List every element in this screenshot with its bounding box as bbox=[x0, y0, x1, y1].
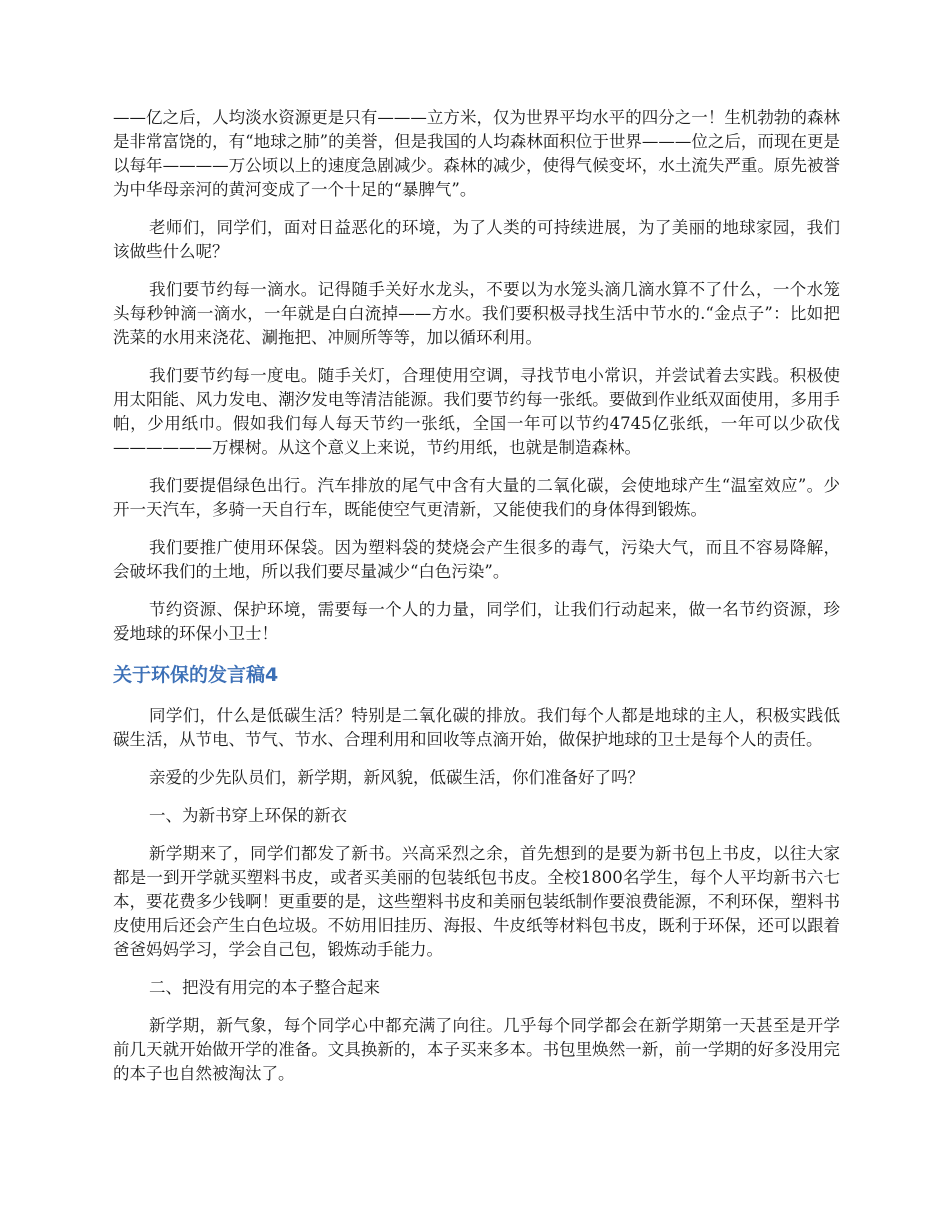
paragraph-new-semester: 亲爱的少先队员们，新学期，新风貌，低碳生活，你们准备好了吗？ bbox=[149, 768, 644, 787]
paragraph-green-travel: 我们要提倡绿色出行。汽车排放的尾气中含有大量的二氧化碳，会使地球产生“温室效应”。少开一天汽车，多骑一天自行车，既能使空气更清新，又能使我们的身体得到锻炼。 bbox=[113, 476, 840, 519]
paragraph-save-water: 我们要节约每一滴水。记得随手关好水龙头，不要以为水笼头滴几滴水算不了什么，一个水笼头每秒钟滴一滴水，一年就是白白流掉——方水。我们要积极寻找生活中节水的.“金点子”：比如把洗菜的水用来浇花、涮拖把、冲厕所等等，加以循环利用。 bbox=[113, 280, 840, 347]
subheading-notebooks: 二、把没有用完的本子整合起来 bbox=[149, 978, 380, 997]
section-heading: 关于环保的发言稿4 bbox=[113, 664, 279, 686]
paragraph-call-to-action: 节约资源、保护环境，需要每一个人的力量，同学们，让我们行动起来，做一名节约资源，珍爱地球的环保小卫士！ bbox=[113, 600, 840, 643]
paragraph-notebooks: 新学期，新气象，每个同学心中都充满了向往。几乎每个同学都会在新学期第一天甚至是开学前几天就开始做开学的准备。文具换新的，本子买来多本。书包里焕然一新，前一学期的好多没用完的本子也自然被淘汰了。 bbox=[113, 1016, 840, 1083]
paragraph-save-electricity: 我们要节约每一度电。随手关灯，合理使用空调，寻找节电小常识，并尝试着去实践。积极使用太阳能、风力发电、潮汐发电等清洁能源。我们要节约每一张纸。要做到作业纸双面使用，多用手帕，少用纸巾。假如我们每人每天节约一张纸，全国一年可以节约4745亿张纸，一年可以少砍伐——————万棵树。从这个意义上来说，节约用纸，也就是制造森林。 bbox=[113, 366, 840, 457]
paragraph-water-forest: ——亿之后，人均淡水资源更是只有———立方米，仅为世界平均水平的四分之一！生机勃勃的森林是非常富饶的，有“地球之肺”的美誉，但是我国的人均森林面积位于世界———位之后，而现在更是以每年————万公顷以上的速度急剧减少。森林的减少，使得气候变坏，水土流失严重。原先被誉为中华母亲河的黄河变成了一个十足的“暴脾气”。 bbox=[113, 108, 840, 199]
paragraph-question: 老师们，同学们，面对日益恶化的环境，为了人类的可持续进展，为了美丽的地球家园，我们该做些什么呢？ bbox=[113, 218, 840, 261]
paragraph-low-carbon: 同学们，什么是低碳生活？特别是二氧化碳的排放。我们每个人都是地球的主人，积极实践低碳生活，从节电、节气、节水、合理利用和回收等点滴开始，做保护地球的卫士是每个人的责任。 bbox=[113, 706, 840, 749]
subheading-book-covers: 一、为新书穿上环保的新衣 bbox=[149, 806, 347, 825]
paragraph-eco-bags: 我们要推广使用环保袋。因为塑料袋的焚烧会产生很多的毒气，污染大气，而且不容易降解，会破坏我们的土地，所以我们要尽量减少“白色污染”。 bbox=[113, 538, 840, 581]
paragraph-book-covers: 新学期来了，同学们都发了新书。兴高采烈之余，首先想到的是要为新书包上书皮，以往大家都是一到开学就买塑料书皮，或者买美丽的包装纸包书皮。全校1800名学生，每个人平均新书六七本，要花费多少钱啊！更重要的是，这些塑料书皮和美丽包装纸制作要浪费能源，不利环保，塑料书皮使用后还会产生白色垃圾。不妨用旧挂历、海报、牛皮纸等材料包书皮，既利于环保，还可以跟着爸爸妈妈学习，学会自己包，锻炼动手能力。 bbox=[113, 844, 840, 959]
